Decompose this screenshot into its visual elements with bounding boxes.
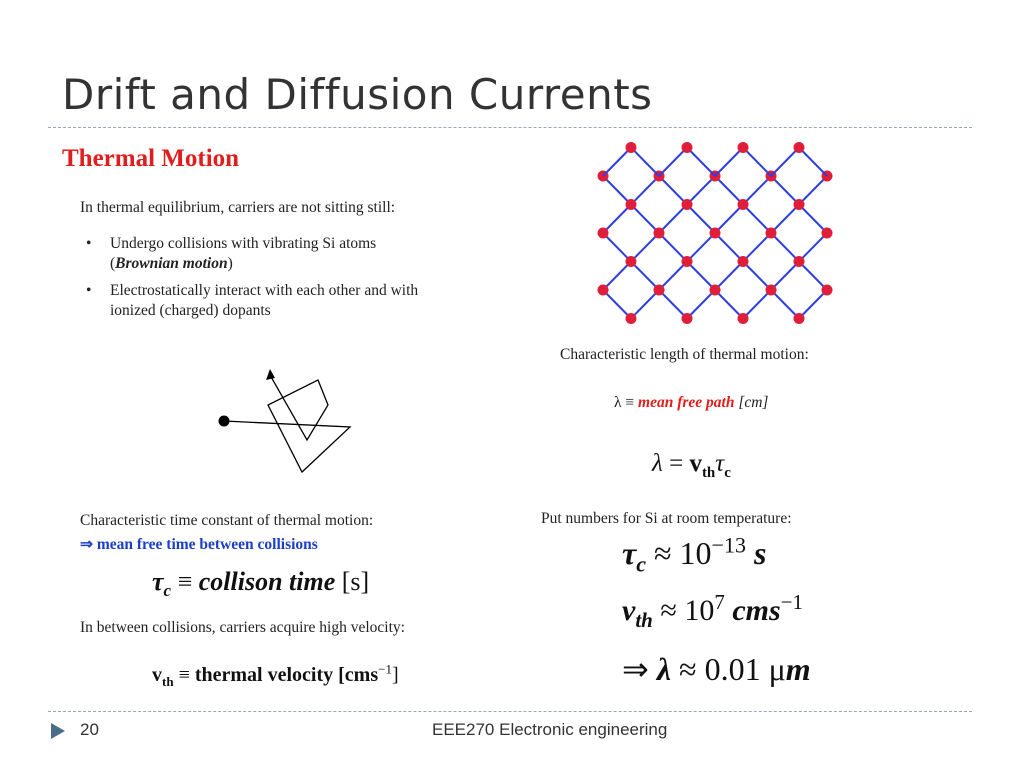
lattice-atom bbox=[710, 228, 721, 239]
mean-free-path-term: mean free path bbox=[638, 394, 735, 411]
lattice-bond bbox=[743, 290, 771, 319]
tau-value-equation bbox=[622, 532, 767, 577]
room-temperature-text: Put numbers for Si at room temperature: bbox=[541, 510, 792, 527]
tau-symbol: τ bbox=[622, 535, 637, 571]
lattice-bond bbox=[715, 262, 743, 291]
lattice-bond bbox=[799, 290, 827, 319]
lattice-atom bbox=[794, 199, 805, 210]
lattice-bond bbox=[687, 290, 715, 319]
unit-exponent: −1 bbox=[378, 661, 392, 677]
triangle-right-icon bbox=[50, 722, 66, 740]
lattice-atom bbox=[794, 142, 805, 153]
mu-symbol: μ bbox=[768, 651, 786, 687]
mean-free-time-text: ⇒ mean free time between collisions bbox=[80, 536, 318, 553]
lambda-equiv: λ ≡ bbox=[614, 394, 639, 411]
collision-time-equation bbox=[152, 567, 370, 601]
list-item bbox=[86, 281, 418, 321]
lattice-bond bbox=[743, 262, 771, 291]
lattice-atom bbox=[822, 228, 833, 239]
bullet-text: Electrostatically interact with each other and with bbox=[110, 282, 419, 299]
lattice-bond bbox=[659, 176, 687, 205]
lattice-bond bbox=[771, 205, 799, 234]
lattice-bond bbox=[799, 233, 827, 262]
unit-cms: cms bbox=[732, 594, 781, 627]
unit-seconds: [s] bbox=[341, 567, 370, 596]
lattice-bond bbox=[743, 233, 771, 262]
lambda-value-equation bbox=[622, 650, 811, 688]
lattice-atom bbox=[710, 285, 721, 296]
lattice-bond bbox=[659, 148, 687, 177]
lambda-equation bbox=[652, 450, 731, 481]
equiv-symbol: ≡ bbox=[177, 567, 193, 596]
mean-free-path-definition bbox=[614, 394, 768, 412]
lattice-atom bbox=[654, 285, 665, 296]
lattice-bond bbox=[659, 262, 687, 291]
tau-symbol: τ bbox=[715, 450, 725, 477]
lattice-bond bbox=[659, 233, 687, 262]
lattice-bond bbox=[687, 262, 715, 291]
intro-text: In thermal equilibrium, carriers are not sitting still: bbox=[80, 199, 396, 216]
lattice-atom bbox=[626, 256, 637, 267]
lattice-atom bbox=[654, 228, 665, 239]
high-velocity-text: In between collisions, carriers acquire high velocity: bbox=[80, 619, 405, 636]
bullet-text-cont bbox=[110, 254, 418, 274]
v-subscript: th bbox=[701, 465, 716, 481]
collision-time-label: collison time bbox=[198, 567, 336, 596]
walk-path bbox=[224, 375, 350, 472]
equiv-symbol: ≡ bbox=[178, 664, 190, 686]
title-divider bbox=[48, 127, 972, 128]
tau-subscript: c bbox=[636, 551, 646, 577]
lattice-bond bbox=[631, 290, 659, 319]
lattice-bond bbox=[603, 148, 631, 177]
thermal-velocity-label: thermal velocity bbox=[194, 664, 334, 686]
value: 0.01 bbox=[704, 651, 761, 687]
lattice-atom bbox=[598, 228, 609, 239]
lattice-atom bbox=[794, 313, 805, 324]
lattice-bond bbox=[603, 262, 631, 291]
lattice-bond bbox=[715, 205, 743, 234]
lattice-bond bbox=[603, 233, 631, 262]
lattice-bond bbox=[631, 176, 659, 205]
lattice-bond bbox=[743, 205, 771, 234]
lattice-bond bbox=[631, 148, 659, 177]
lambda-symbol: λ bbox=[652, 450, 663, 477]
random-walk-diagram bbox=[210, 360, 360, 480]
v-symbol: v bbox=[152, 664, 162, 686]
lattice-bond bbox=[799, 205, 827, 234]
bullet-marker: • bbox=[86, 282, 92, 299]
lattice-bond bbox=[715, 233, 743, 262]
lattice-atom bbox=[738, 199, 749, 210]
lattice-bond bbox=[687, 233, 715, 262]
page-number: 20 bbox=[80, 720, 99, 739]
section-heading: Thermal Motion bbox=[62, 145, 240, 172]
lattice-bond bbox=[603, 176, 631, 205]
v-symbol: v bbox=[689, 450, 702, 477]
time-constant-text: Characteristic time constant of thermal motion: bbox=[80, 512, 374, 529]
exponent: −13 bbox=[711, 532, 746, 558]
lattice-bond bbox=[659, 205, 687, 234]
lattice-atom bbox=[598, 285, 609, 296]
lattice-bond bbox=[771, 233, 799, 262]
bullet-text-cont: ionized (charged) dopants bbox=[110, 302, 271, 319]
unit-s: s bbox=[753, 535, 767, 571]
lattice-bond bbox=[631, 205, 659, 234]
unit-cm: [cm] bbox=[734, 394, 769, 411]
lattice-bond bbox=[603, 290, 631, 319]
unit-open: [cms bbox=[338, 664, 379, 686]
tau-subscript: c bbox=[724, 465, 731, 481]
v-subscript: th bbox=[162, 674, 174, 689]
approx-symbol: ≈ bbox=[660, 594, 677, 627]
footer-course: EEE270 Electronic engineering bbox=[432, 720, 668, 739]
lattice-bond bbox=[631, 262, 659, 291]
slide-title: Drift and Diffusion Currents bbox=[62, 70, 653, 119]
lattice-bond bbox=[799, 176, 827, 205]
lattice-atom bbox=[682, 256, 693, 267]
approx-symbol: ≈ bbox=[653, 535, 672, 571]
lattice-bond bbox=[771, 290, 799, 319]
lattice-bond bbox=[771, 176, 799, 205]
lattice-atom bbox=[626, 199, 637, 210]
lattice-bond bbox=[715, 290, 743, 319]
approx-symbol: ≈ bbox=[679, 651, 697, 687]
tau-subscript: c bbox=[163, 581, 172, 601]
lattice-atom bbox=[738, 142, 749, 153]
lattice-atom bbox=[682, 199, 693, 210]
lattice-bond bbox=[631, 233, 659, 262]
vth-value-equation bbox=[622, 590, 803, 632]
unit-exponent: −1 bbox=[780, 590, 803, 614]
tau-symbol: τ bbox=[152, 567, 164, 596]
lattice-atom bbox=[626, 142, 637, 153]
lattice-atom bbox=[738, 256, 749, 267]
lattice-atom bbox=[626, 313, 637, 324]
lattice-atom bbox=[738, 313, 749, 324]
lattice-atom bbox=[682, 313, 693, 324]
lattice-bond bbox=[799, 262, 827, 291]
lattice-bond bbox=[687, 205, 715, 234]
implies-arrow-icon: ⇒ bbox=[622, 651, 649, 687]
crystal-lattice-diagram bbox=[590, 140, 840, 330]
equals-symbol: = bbox=[669, 450, 684, 477]
lattice-atom bbox=[794, 256, 805, 267]
lattice-bond bbox=[603, 205, 631, 234]
bullet-marker: • bbox=[86, 235, 92, 252]
lattice-bond bbox=[715, 148, 743, 177]
lattice-bond bbox=[771, 262, 799, 291]
v-subscript: th bbox=[635, 608, 653, 632]
arrow-head-icon bbox=[266, 369, 275, 380]
paren-close: ) bbox=[227, 255, 233, 272]
lattice-bond bbox=[687, 176, 715, 205]
lattice-bond bbox=[659, 290, 687, 319]
unit-m: m bbox=[785, 651, 811, 687]
list-item bbox=[86, 234, 418, 274]
bullet-text: Undergo collisions with vibrating Si atoms bbox=[110, 235, 377, 252]
lattice-atom bbox=[822, 285, 833, 296]
lambda-symbol: λ bbox=[656, 651, 672, 687]
lattice-atom bbox=[766, 285, 777, 296]
thermal-velocity-equation bbox=[152, 661, 399, 689]
unit-close: ] bbox=[391, 664, 399, 686]
lattice-bond bbox=[715, 176, 743, 205]
v-symbol: v bbox=[622, 594, 636, 627]
base-ten: 10 bbox=[684, 594, 715, 627]
base-ten: 10 bbox=[679, 535, 712, 571]
lattice-bond bbox=[743, 176, 771, 205]
brownian-motion-term: Brownian motion bbox=[115, 255, 228, 272]
lattice-atom bbox=[682, 142, 693, 153]
lattice-bond bbox=[687, 148, 715, 177]
exponent: 7 bbox=[714, 590, 725, 614]
lattice-bond bbox=[799, 148, 827, 177]
bullet-list bbox=[86, 234, 418, 328]
lattice-atom bbox=[766, 228, 777, 239]
characteristic-length-text: Characteristic length of thermal motion: bbox=[560, 346, 809, 363]
lattice-bond bbox=[771, 148, 799, 177]
footer-divider bbox=[48, 711, 972, 712]
paren-open: ( bbox=[110, 255, 116, 272]
lattice-bond bbox=[743, 148, 771, 177]
